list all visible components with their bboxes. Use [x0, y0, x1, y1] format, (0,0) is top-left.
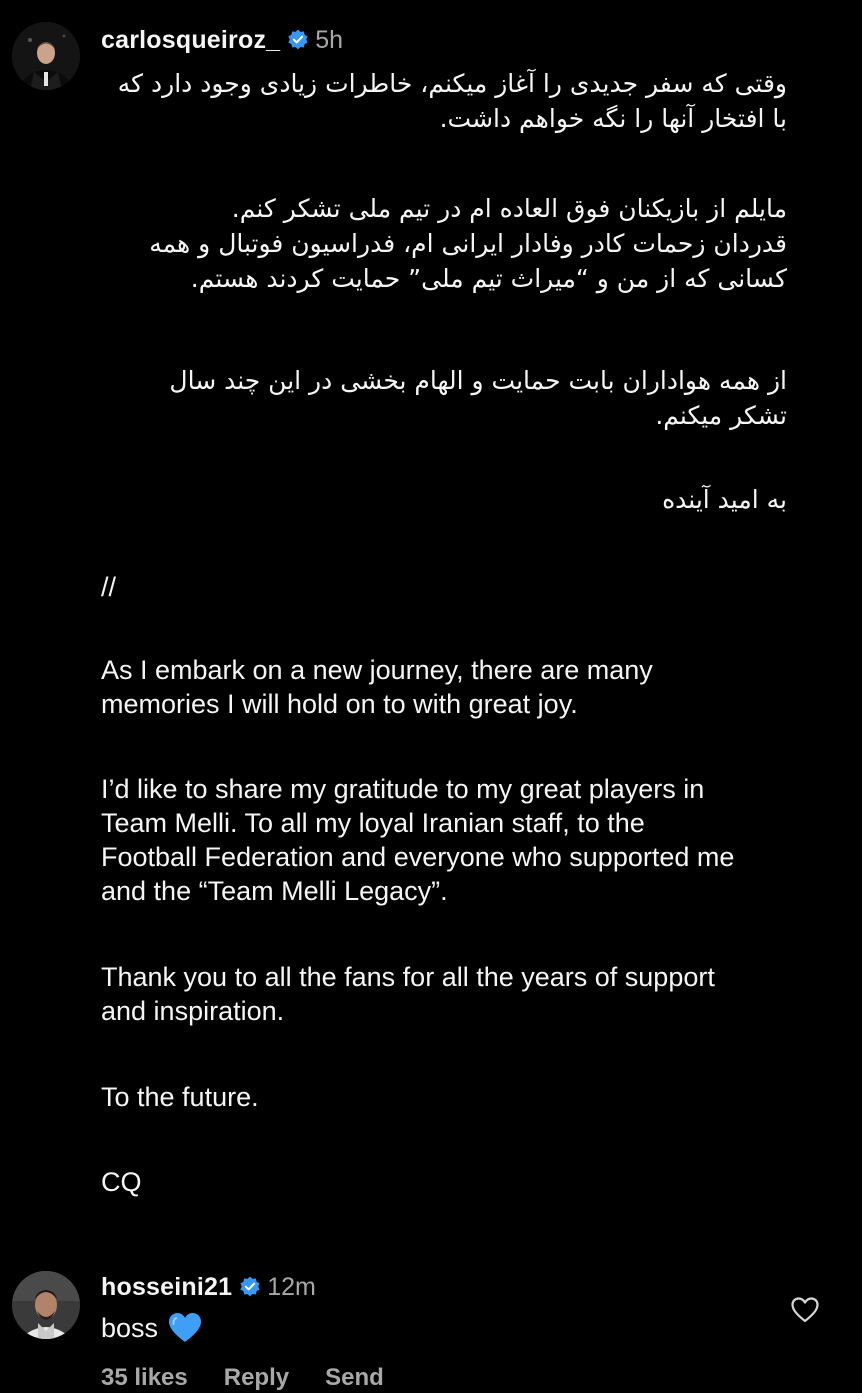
caption-en-paragraph-3: Thank you to all the fans for all the years of support and inspiration. — [101, 962, 715, 1026]
reply-button[interactable]: Reply — [223, 1364, 290, 1391]
comment-username[interactable]: hosseini21 — [101, 1272, 233, 1301]
caption-fa-paragraph-3: از همه هواداران بابت حمایت و الهام بخشی در این چند سال تشکر میکنم. — [169, 366, 787, 430]
caption-fa-paragraph-1: وقتی که سفر جدیدی را آغاز میکنم، خاطرات زیادی وجود دارد که با افتخار آنها را نگه خواهم داشت. — [117, 69, 787, 133]
like-heart-icon[interactable] — [791, 1297, 819, 1323]
caption-fa-paragraph-2: مایلم از بازیکنان فوق العاده ام در تیم ملی تشکر کنم. قدردان زحمات کادر وفادار ایرانی ام، فدراسیون فوتبال و همه کسانی که از من و “میراث تیم ملی” حمایت کردند هستم. — [149, 194, 787, 293]
comment-text: boss — [101, 1312, 159, 1343]
caption-fa-paragraph-4: به امید آینده — [662, 485, 787, 514]
caption-en-paragraph-2: I’d like to share my gratitude to my great players in Team Melli. To all my loyal Iranian staff, to the Football Federation and everyone who supported me and the “Team Melli Legacy”. — [101, 774, 735, 906]
comment-actions — [101, 1364, 420, 1392]
comment-header — [101, 1271, 316, 1303]
verified-badge-icon — [239, 1276, 261, 1298]
send-button[interactable]: Send — [325, 1364, 384, 1391]
caption-signature: CQ — [101, 1167, 142, 1197]
caption-separator: // — [101, 572, 117, 602]
comment — [0, 1240, 862, 1393]
blue-heart-icon — [168, 1312, 202, 1344]
comment-author-avatar[interactable] — [12, 1271, 80, 1339]
post-header — [101, 24, 343, 56]
caption-en-paragraph-4: To the future. — [101, 1082, 259, 1112]
verified-badge-icon — [287, 29, 309, 51]
caption-en-paragraph-1: As I embark on a new journey, there are many memories I will hold on to with great joy. — [101, 655, 653, 719]
comment-body — [101, 1312, 202, 1344]
comment-likes-count[interactable]: 35 likes — [101, 1364, 188, 1391]
post-username[interactable]: carlosqueiroz_ — [101, 25, 281, 54]
comment-time: 12m — [267, 1272, 316, 1301]
post-author-avatar[interactable] — [12, 22, 80, 90]
post-time: 5h — [315, 25, 344, 54]
